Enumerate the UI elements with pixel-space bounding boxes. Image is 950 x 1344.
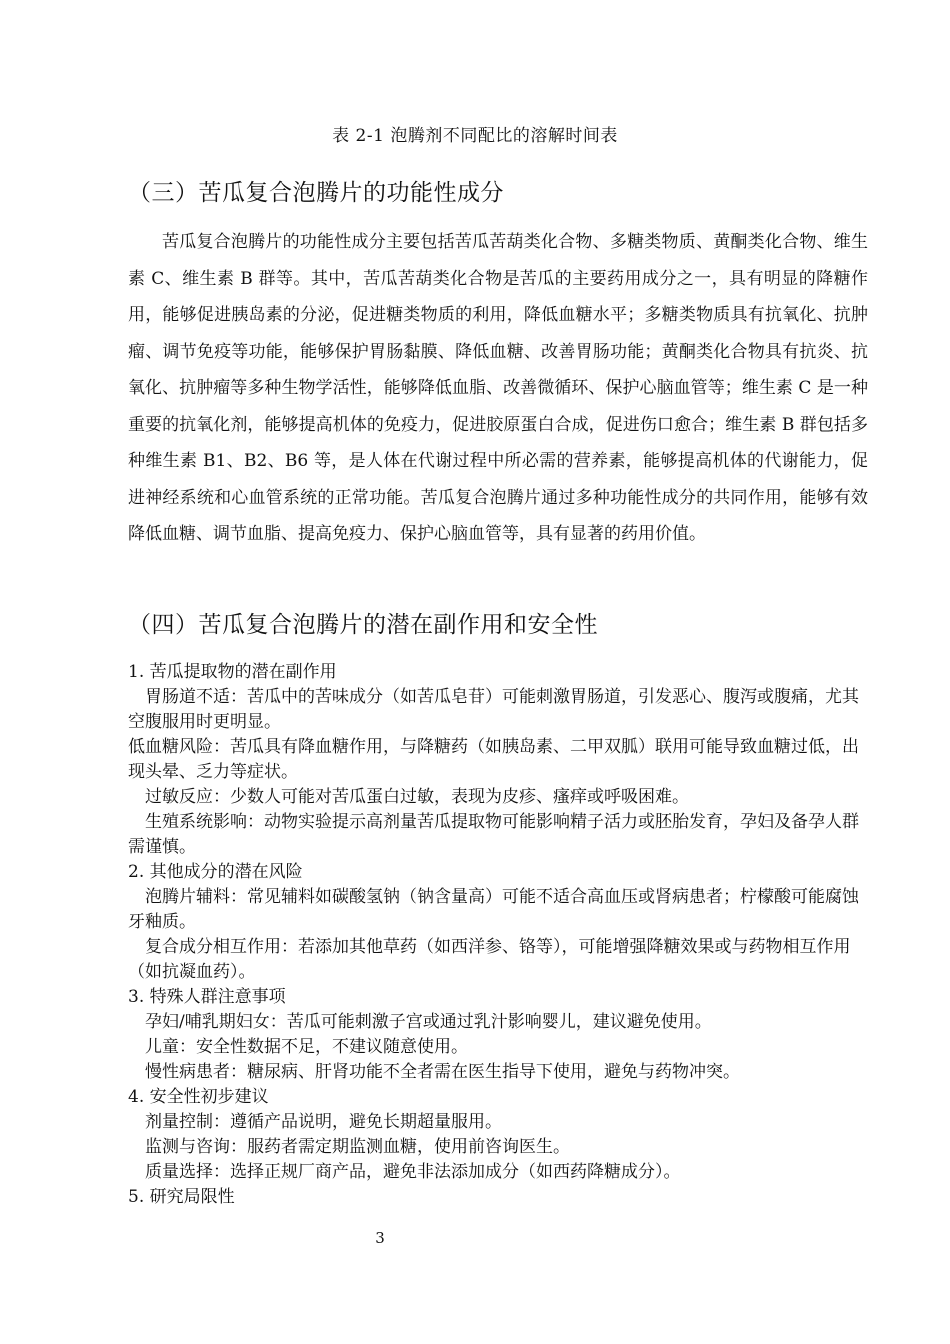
list-item: 4. 安全性初步建议 [128,1087,269,1107]
page-number: 3 [375,1229,385,1247]
list-item: 质量选择：选择正规厂商产品，避免非法添加成分（如西药降糖成分）。 [145,1162,681,1182]
list-item: 复合成分相互作用：若添加其他草药（如西洋参、铬等），可能增强降糖效果或与药物相互作用（如抗凝血药）。 [128,937,851,982]
list-item: 3. 特殊人群注意事项 [128,987,286,1007]
section-heading-3: （三）苦瓜复合泡腾片的功能性成分 [128,180,504,206]
list-item: 泡腾片辅料：常见辅料如碳酸氢钠（钠含量高）可能不适合高血压或肾病患者；柠檬酸可能腐蚀牙釉质。 [128,887,859,932]
list-item: 1. 苦瓜提取物的潜在副作用 [128,662,337,682]
list-item: 过敏反应：少数人可能对苦瓜蛋白过敏，表现为皮疹、瘙痒或呼吸困难。 [145,787,689,807]
list-item: 儿童：安全性数据不足，不建议随意使用。 [145,1037,468,1057]
list-item: 剂量控制：遵循产品说明，避免长期超量服用。 [145,1112,502,1132]
list-item: 5. 研究局限性 [128,1187,235,1207]
list-item: 2. 其他成分的潜在风险 [128,862,303,882]
table-caption: 表 2-1 泡腾剂不同配比的溶解时间表 [332,126,618,146]
list-item: 生殖系统影响：动物实验提示高剂量苦瓜提取物可能影响精子活力或胚胎发育，孕妇及备孕人群需谨慎。 [128,812,859,857]
list-item: 孕妇/哺乳期妇女：苦瓜可能刺激子宫或通过乳汁影响婴儿，建议避免使用。 [145,1012,712,1032]
list-item: 低血糖风险：苦瓜具有降血糖作用，与降糖药（如胰岛素、二甲双胍）联用可能导致血糖过低，出现头晕、乏力等症状。 [128,737,859,782]
section-3-paragraph: 苦瓜复合泡腾片的功能性成分主要包括苦瓜苦葫类化合物、多糖类物质、黄酮类化合物、维生素 C、维生素 B 群等。其中，苦瓜苦葫类化合物是苦瓜的主要药用成分之一，具有明显的降糖作用，能够促进胰岛素的分泌，促进糖类物质的利用，降低血糖水平；多糖类物质具有抗氧化、抗肿瘤、调节免疫等功能，能够保护胃肠黏膜、降低血糖、改善胃肠功能；黄酮类化合物具有抗炎、抗氧化、抗肿瘤等多种生物学活性，能够降低血脂、改善微循环、保护心脑血管等；维生素 C 是一种重要的抗氧化剂，能够提高机体的免疫力，促进胶原蛋白合成，促进伤口愈合；维生素 B 群包括多种维生素 B1、B2、B6 等，是人体在代谢过程中所必需的营养素，能够提高机体的代谢能力，促进神经系统和心血管系统的正常功能。苦瓜复合泡腾片通过多种功能性成分的共同作用，能够有效降低血糖、调节血脂、提高免疫力、保护心脑血管等，具有显著的药用价值。 [128,232,868,544]
list-item: 监测与咨询：服药者需定期监测血糖，使用前咨询医生。 [145,1137,570,1157]
list-item: 胃肠道不适：苦瓜中的苦味成分（如苦瓜皂苷）可能刺激胃肠道，引发恶心、腹泻或腹痛，尤其空腹服用时更明显。 [128,687,859,732]
list-item: 慢性病患者：糖尿病、肝肾功能不全者需在医生指导下使用，避免与药物冲突。 [145,1062,740,1082]
side-effects-list [128,660,868,1210]
section-heading-4: （四）苦瓜复合泡腾片的潜在副作用和安全性 [128,612,598,638]
